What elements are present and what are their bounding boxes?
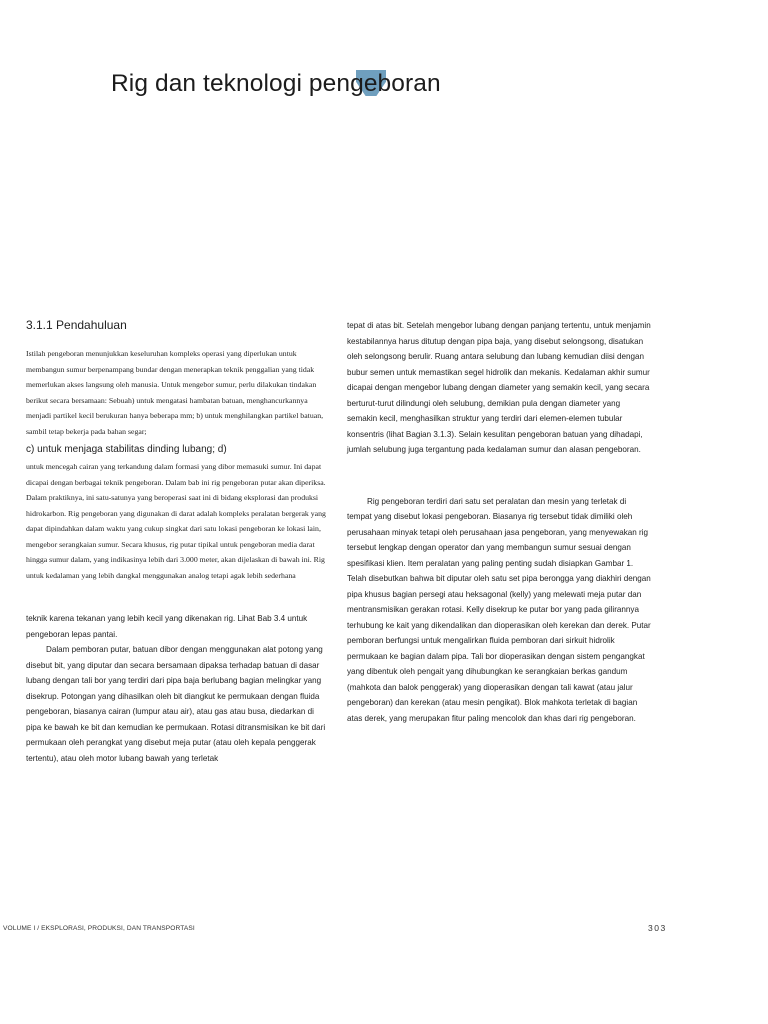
page-number: 303 [648, 923, 667, 933]
spacer [347, 458, 652, 494]
right-paragraph-1: tepat di atas bit. Setelah mengebor lubang dengan panjang tertentu, untuk menjamin kestabilannya harus ditutup dengan pipa baja, yang disebut selongsong, disatukan oleh selongsong berulir. Ruang antara selubung dan lubang kemudian diisi dengan bubur semen untuk memastikan segel hidrolik dan mekanis. Kedalaman akhir sumur dicapai dengan mengebor lubang dengan diameter yang semakin kecil, yang secara berturut-turut dilindungi oleh selubung, demikian pula dengan diameter yang semakin kecil, menghasilkan struktur yang terdiri dari elemen-elemen tubular konsentris (lihat Bagian 3.1.3). Selain kesulitan pengeboran batuan yang dihadapi, jumlah selubung juga tergantung pada kedalaman sumur dan alasan pengeboran. [347, 321, 651, 454]
section-heading: 3.1.1 Pendahuluan [26, 318, 127, 332]
right-paragraph-2: Rig pengeboran terdiri dari satu set peralatan dan mesin yang terletak di tempat yang disebut lokasi pengeboran. Biasanya rig tersebut tidak dimiliki oleh perusahaan minyak tetapi oleh perusahaan jasa pengeboran, yang menyewakan rig tersebut lengkap dengan operator dan yang membangun sumur sesuai dengan spesifikasi klien. Item peralatan yang paling penting sudah disiapkan Gambar 1. Telah disebutkan bahwa bit diputar oleh satu set pipa berongga yang diakhiri dengan pipa khusus bagian persegi atau heksagonal (kelly) yang melewati meja putar dan mentransmisikan gerakan rotasi. Kelly disekrup ke putar bor yang pada gilirannya terhubung ke kait yang dikendalikan dan dioperasikan oleh kerekan dan derek. Putar pemboran berfungsi untuk mengalirkan fluida pemboran dari sirkuit hidrolik permukaan ke bagian dalam pipa. Tali bor dioperasikan dengan sistem pengangkat yang dibentuk oleh pengait yang dihubungkan ke serangkaian berkas gandum (mahkota dan balok penggerak) yang dioperasikan dengan tali kawat (atau jalur pengeboran) dan kerekan (atau mesin pengikat). Blok mahkota terletak di bagian atas derek, yang merupakan fitur paling mencolok dan khas dari rig pengeboran. [347, 496, 651, 723]
left-paragraph-3: untuk mencegah cairan yang terkandung dalam formasi yang dibor memasuki sumur. Ini dapat dicapai dengan berbagai teknik pengeboran. Dalam bab ini rig pengeboran putar akan diperiksa. Dalam praktiknya, ini satu-satunya yang beroperasi saat ini di bidang eksplorasi dan produksi hidrokarbon. Rig pengeboran yang digunakan di darat adalah kompleks peralatan bergerak yang dapat dipindahkan dalam waktu yang cukup singkat dari satu lokasi pengeboran ke lokasi lain, mengebor serangkaian sumur. Secara khusus, rig putar tipikal untuk pengeboran media darat hingga sumur dalam, yang indikasinya lebih dari 3.000 meter, akan dijelaskan di bawah ini. Rig untuk kedalaman yang lebih dangkal menggunakan analog tetapi agak lebih sederhana [26, 462, 326, 580]
right-column [347, 318, 652, 726]
left-paragraph-1: Istilah pengeboran menunjukkan keseluruhan kompleks operasi yang diperlukan untuk membangun sumur berpenampang bundar dengan menerapkan teknik penggalian yang tidak memerlukan akses langsung oleh manusia. Untuk mengebor sumur, perlu dilakukan tindakan berikut secara bersamaan: Sebuah) untuk mengatasi hambatan batuan, menghancurkannya menjadi partikel kecil berukuran hanya beberapa mm; b) untuk menghilangkan partikel batuan, sambil tetap bekerja pada bahan segar; [26, 349, 324, 436]
spacer [26, 583, 326, 611]
left-paragraph-5: Dalam pemboran putar, batuan dibor dengan menggunakan alat potong yang disebut bit, yang diputar dan secara bersamaan dipaksa terhadap batuan di dasar lubang dengan tali bor yang terdiri dari pipa baja berlubang bagian melingkar yang disekrup. Potongan yang dihasilkan oleh bit diangkut ke permukaan dengan fluida pengeboran, biasanya cairan (lumpur atau air), atau gas atau busa, diedarkan di pipa ke bawah ke bit dan kemudian ke permukaan. Rotasi ditransmisikan ke bit dari permukaan oleh perangkat yang disebut meja putar (atau oleh kepala penggerak tertentu), atau oleh motor lubang bawah yang terletak [26, 645, 326, 763]
left-paragraph-4: teknik karena tekanan yang lebih kecil yang dikenakan rig. Lihat Bab 3.4 untuk pengeboran lepas pantai. [26, 614, 308, 639]
page-title: Rig dan teknologi pengeboran [111, 70, 441, 97]
left-column [26, 318, 326, 766]
footer-volume-label: VOLUME I / EKSPLORASI, PRODUKSI, DAN TRANSPORTASI [3, 925, 195, 932]
left-paragraph-2: c) untuk menjaga stabilitas dinding lubang; d) [26, 444, 227, 455]
